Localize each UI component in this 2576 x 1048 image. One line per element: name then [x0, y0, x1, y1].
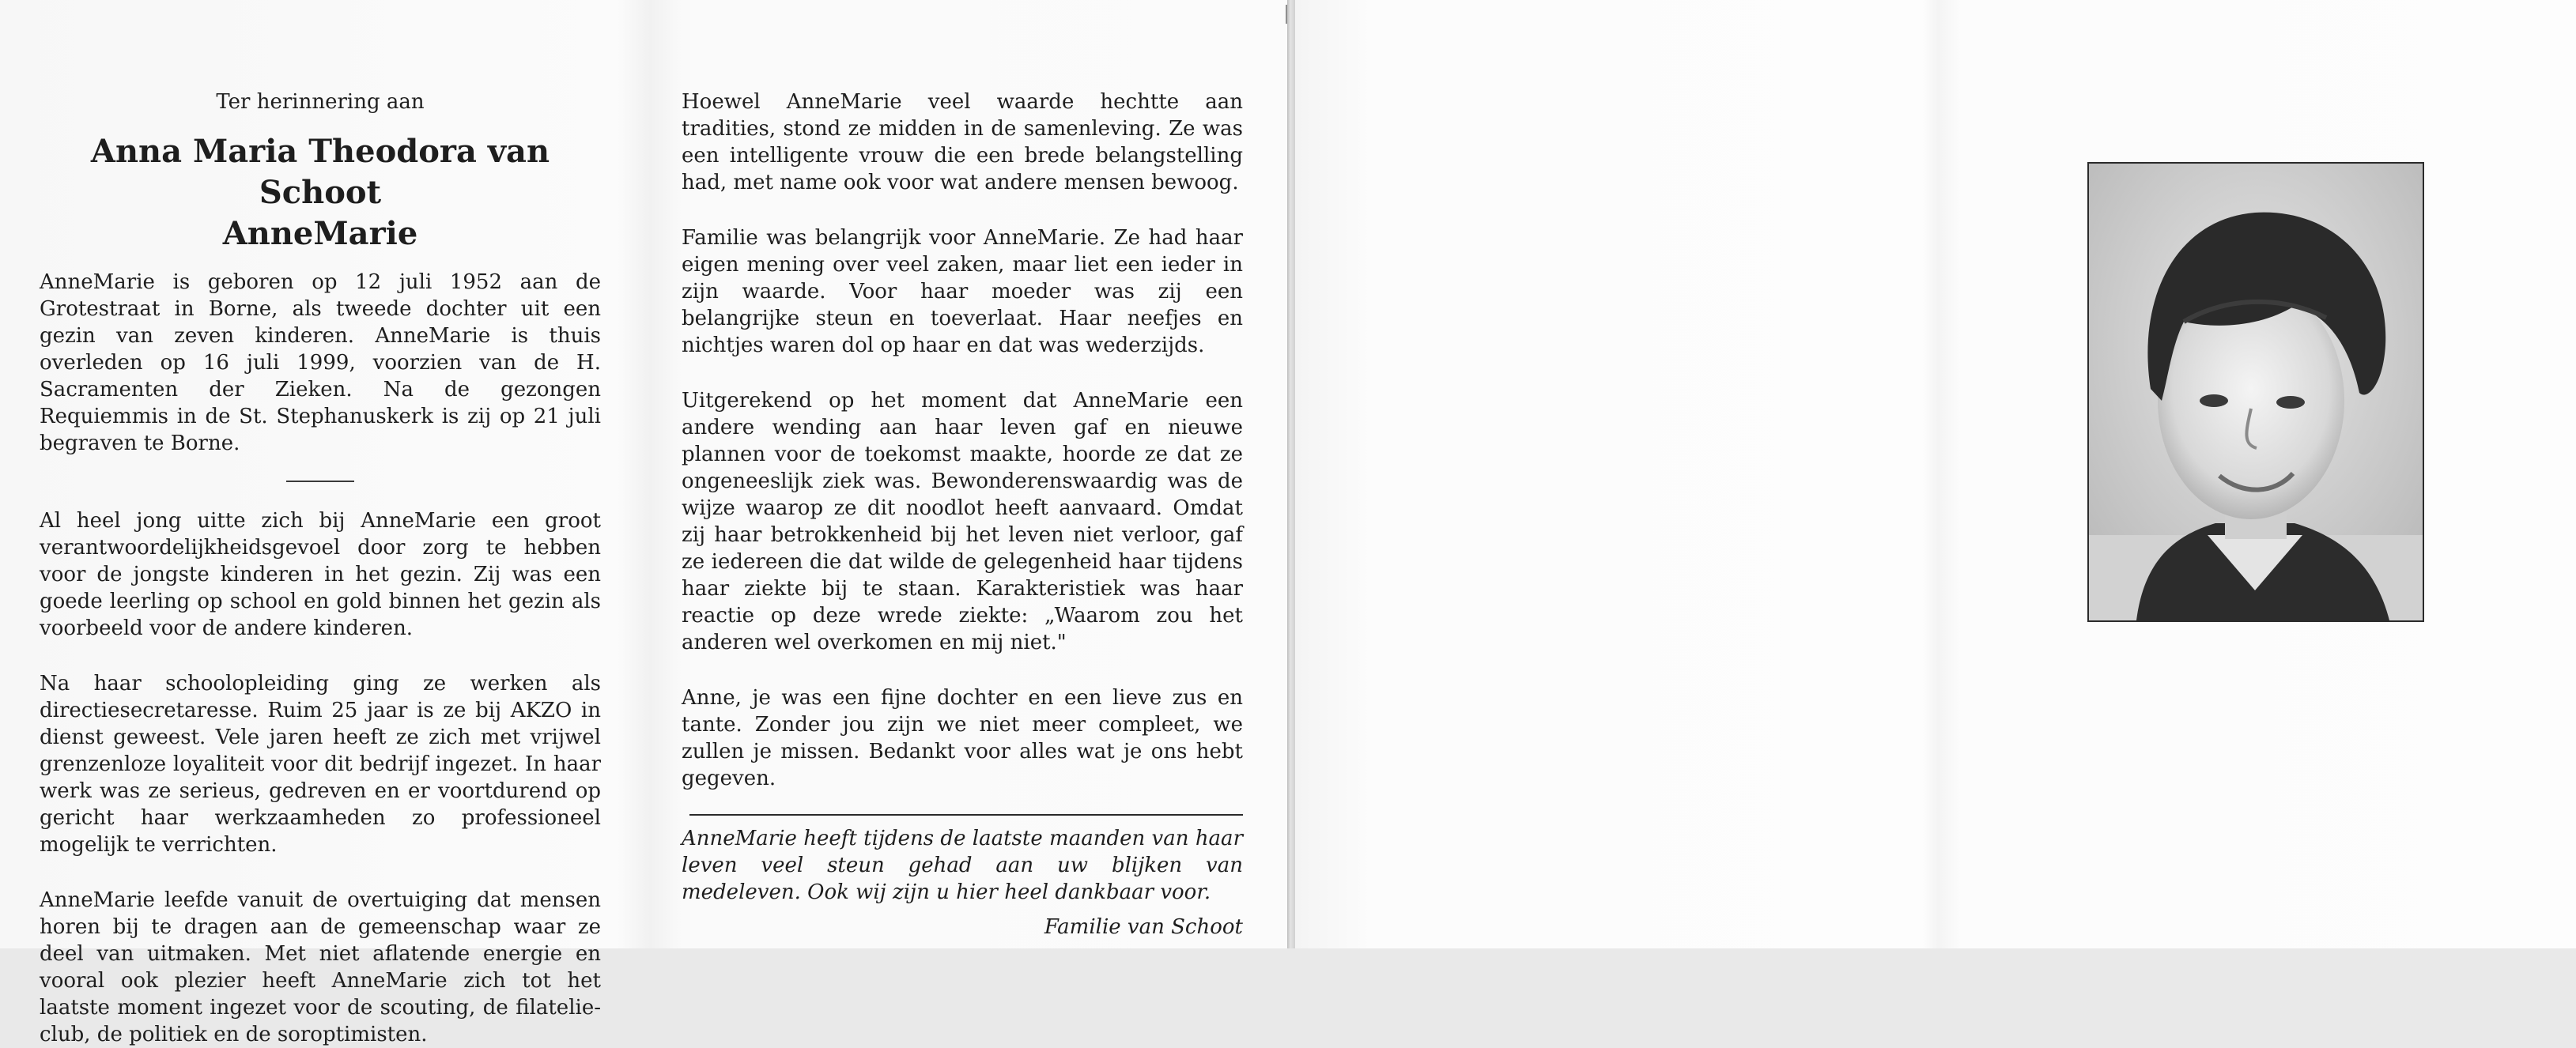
thanks-rule — [689, 814, 1243, 816]
right-column — [682, 89, 1243, 941]
biography-paragraph: Al heel jong uitte zich bij AnneMarie een groot verantwoordelijkheidsgevoel door zorg te hebben voor de jongste kinderen in het gezin. Zij was een goede leerling op school en gold binnen het gezin als voorbeeld voor de andere kinderen. — [40, 509, 601, 640]
deceased-full-name: Anna Maria Theodora van Schoot — [90, 133, 550, 211]
biography-paragraph: Uitgerekend op het moment dat AnneMarie een andere wending aan haar leven gaf en nieuwe plannen voor de toekomst maakte, hoorde ze dat ze ongeneeslijk ziek was. Bewonderenswaardig was de wijze waarop ze dit noodlot heeft aanvaard. Omdat zij haar betrokkenheid bij het leven niet verloor, gaf ze iedereen die dat wilde de gelegenheid haar tijdens haar ziekte bij te staan. Karakteristiek was haar reactie op deze wrede ziekte: „Waarom zou het anderen wel overkomen en mij niet." — [682, 389, 1243, 654]
biography-paragraph: Na haar schoolopleiding ging ze werken als directiesecretaresse. Ruim 25 jaar is ze bij AKZO in dienst geweest. Vele jaren heeft ze zich met vrijwel grenzenloze loyaliteit voor dit bedrijf ingezet. In haar werk was ze serieus, gedreven en er voortdurend op gericht haar werkzaamheden zo professioneel mogelijk te verrichten. — [40, 672, 601, 857]
biography-paragraph: Hoewel AnneMarie veel waarde hechtte aan tradities, stond ze midden in de samenleving. Ze was een intelligente vrouw die een brede belangstelling had, met name ook voor wat andere mensen bewoog. — [682, 90, 1243, 194]
intro-text: Ter herinnering aan — [216, 90, 425, 114]
family-signature: Familie van Schoot — [1044, 915, 1243, 939]
sheet-gap — [1287, 0, 1295, 948]
deceased-nickname: AnneMarie — [222, 215, 418, 252]
biography-paragraph: Anne, je was een fijne dochter en een lieve zus en tante. Zonder jou zijn we niet meer compleet, we zullen je missen. Bedankt voor alles wat je ons hebt gegeven. — [682, 686, 1243, 790]
portrait-photo — [2087, 162, 2424, 622]
biography-paragraph: Familie was belangrijk voor AnneMarie. Ze had haar eigen mening over veel zaken, maar liet een ieder in zijn waarde. Voor haar moeder was zij een belangrijke steun en toeverlaat. Haar neefjes en nichtjes waren dol op haar en dat was wederzijds. — [682, 226, 1243, 357]
left-column — [40, 89, 601, 1048]
thanks-text: AnneMarie heeft tijdens de laatste maanden van haar leven veel steun gehad aan uw blijken van medeleven. Ook wij zijn u hier heel dankbaar voor. — [682, 827, 1243, 904]
memorial-card-inside — [0, 0, 1287, 1046]
biography-paragraph: AnneMarie leefde vanuit de overtuiging dat mensen horen bij te dragen aan de gemeenschap waar ze deel van uitmaken. Met niet aflatende energie en vooral ook plezier heeft AnneMarie zich tot het laatste moment ingezet voor de scouting, de filatelie-club, de politiek en de soroptimisten. — [40, 888, 601, 1046]
portrait-illustration — [2089, 164, 2423, 620]
biography-paragraph: AnneMarie is geboren op 12 juli 1952 aan de Grotestraat in Borne, als tweede dochter uit een gezin van zeven kinderen. AnneMarie is thuis overleden op 16 juli 1999, voorzien van de H. Sacramenten der Zieken. Na de gezongen Requiemmis in de St. Stephanuskerk is zij op 21 juli begraven te Borne. — [40, 270, 601, 455]
section-divider — [286, 481, 354, 482]
